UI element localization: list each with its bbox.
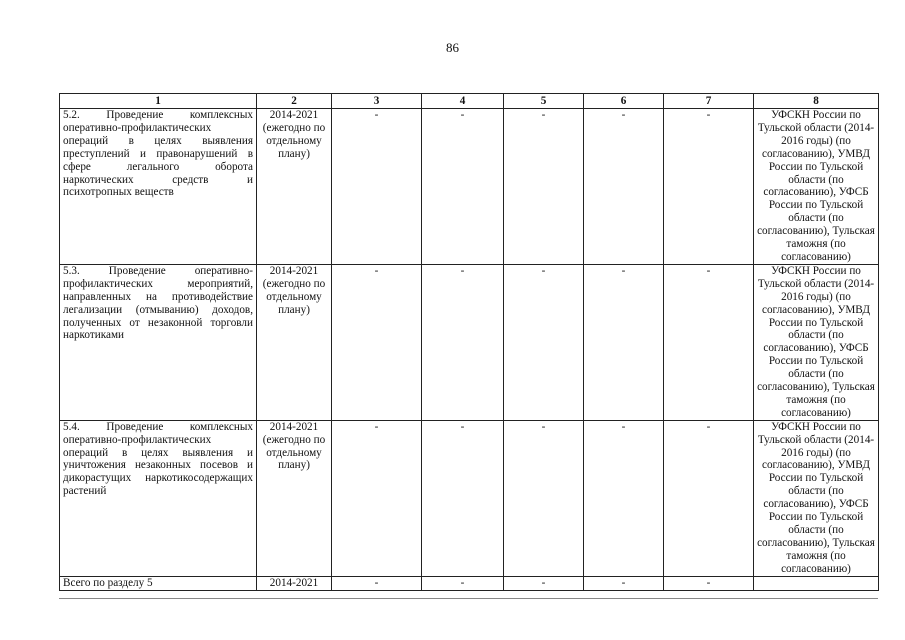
column-header: 3 [332,94,422,109]
program-table [59,93,879,591]
column-header: 7 [664,94,754,109]
value-cell: - [584,420,664,576]
table-row [60,109,879,265]
value-cell: - [332,576,422,590]
column-header: 5 [504,94,584,109]
value-cell: - [332,264,422,420]
activity-period: 2014-2021 (ежегодно по отдельному плану) [257,109,332,265]
column-header: 6 [584,94,664,109]
value-cell: - [584,109,664,265]
table-row [60,420,879,576]
total-label: Всего по разделу 5 [60,576,257,590]
value-cell: - [664,576,754,590]
activity-description: 5.2. Проведение комплексных оперативно-профилактических операций в целях выявления преступлений и правонарушений в сфере легального оборота наркотических средств и психотропных веществ [60,109,257,265]
activity-period: 2014-2021 (ежегодно по отдельному плану) [257,264,332,420]
column-header: 4 [422,94,504,109]
column-header: 8 [754,94,879,109]
page-number: 86 [446,40,459,55]
value-cell: - [664,420,754,576]
activity-executors: УФСКН России по Тульской области (2014-2016 годы) (по согласованию), УМВД России по Тульской области (по согласованию), УФСБ России по Тульской области (по согласованию), Тульская таможня (по согласованию) [754,264,879,420]
value-cell: - [664,264,754,420]
value-cell: - [584,264,664,420]
value-cell: - [422,576,504,590]
value-cell: - [504,420,584,576]
activity-executors: УФСКН России по Тульской области (2014-2016 годы) (по согласованию), УМВД России по Тульской области (по согласованию), УФСБ России по Тульской области (по согласованию), Тульская таможня (по согласованию) [754,420,879,576]
value-cell: - [504,264,584,420]
value-cell: - [422,264,504,420]
table-bottom-rule [59,598,878,599]
value-cell: - [332,109,422,265]
table-header-row [60,94,879,109]
activity-period: 2014-2021 (ежегодно по отдельному плану) [257,420,332,576]
table-total-row [60,576,879,590]
column-header: 1 [60,94,257,109]
total-executors [754,576,879,590]
value-cell: - [504,109,584,265]
activity-description: 5.3. Проведение оперативно-профилактических мероприятий, направленных на противодействие легализации (отмыванию) доходов, полученных от незаконной торговли наркотиками [60,264,257,420]
value-cell: - [504,576,584,590]
value-cell: - [664,109,754,265]
value-cell: - [422,420,504,576]
table-row [60,264,879,420]
column-header: 2 [257,94,332,109]
value-cell: - [332,420,422,576]
value-cell: - [584,576,664,590]
activity-description: 5.4. Проведение комплексных оперативно-профилактических операций в целях выявления и уничтожения незаконных посевов и дикорастущих наркотикосодержащих растений [60,420,257,576]
total-period: 2014-2021 [257,576,332,590]
activity-executors: УФСКН России по Тульской области (2014-2016 годы) (по согласованию), УМВД России по Тульской области (по согласованию), УФСБ России по Тульской области (по согласованию), Тульская таможня (по согласованию) [754,109,879,265]
value-cell: - [422,109,504,265]
